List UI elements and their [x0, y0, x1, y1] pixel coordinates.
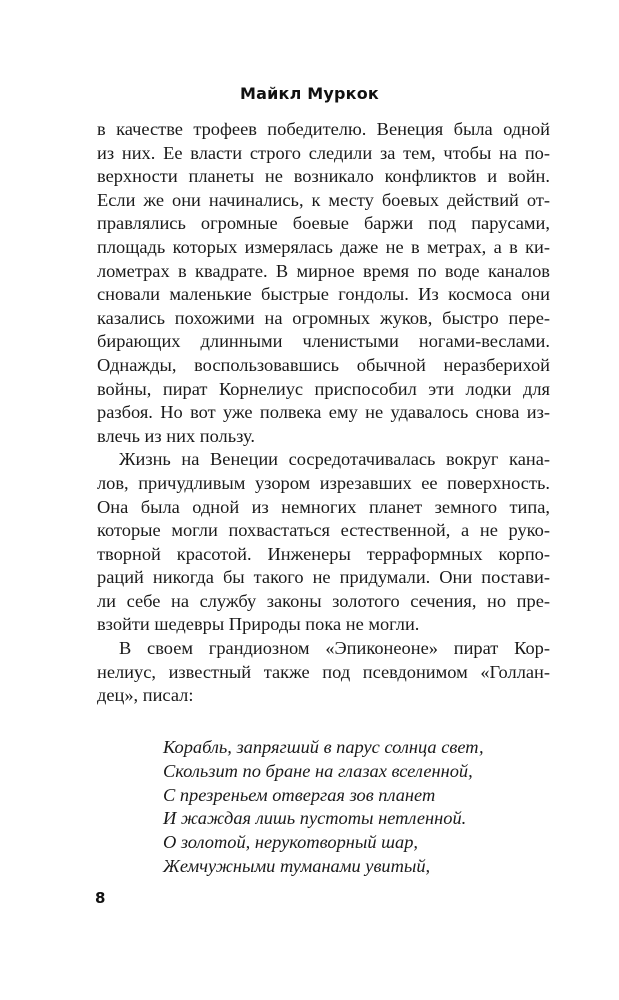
- verse-line: И жаждая лишь пустоты нетленной.: [163, 808, 467, 829]
- text-line: лов, причудливым узором изрезавших ее поверхность.: [97, 472, 550, 493]
- text-line: творной красотой. Инженеры терраформных корпо-: [97, 543, 550, 564]
- running-title: Майкл Муркок: [240, 84, 379, 103]
- text-line: разбоя. Но вот уже полвека ему не удавалось снова из-: [97, 402, 550, 423]
- text-line: сновали маленькие быстрые гондолы. Из космоса они: [97, 284, 550, 305]
- text-line: В своем грандиозном «Эпиконеоне» пират Кор-: [119, 638, 550, 659]
- text-line: верхности планеты не возникало конфликтов и войн.: [97, 166, 550, 187]
- body-text: [97, 118, 550, 708]
- verse-line: С презреньем отвергая зов планет: [163, 784, 436, 805]
- text-line: казались похожими на огромных жуков, быстро пере-: [97, 307, 550, 328]
- text-line: войны, пират Корнелиус приспособил эти лодки для: [97, 378, 550, 399]
- text-line: Однажды, воспользовавшись обычной неразберихой: [97, 354, 550, 375]
- text-line: Если же они начинались, к месту боевых действий от-: [97, 189, 550, 210]
- text-line: которые могли похвастаться естественной, а не руко-: [97, 520, 550, 541]
- verse-line: Скользит по бране на глазах вселенной,: [163, 760, 473, 781]
- text-line: площадь которых измерялась даже не в метрах, а в ки-: [97, 236, 550, 257]
- text-line: нелиус, известный также под псевдонимом «Голлан-: [97, 661, 550, 682]
- text-line: Жизнь на Венеции сосредотачивалась вокруг кана-: [119, 449, 550, 470]
- text-line: влечь из них пользу.: [97, 425, 255, 446]
- text-line: ли себе на службу законы золотого сечения, но пре-: [97, 590, 550, 611]
- verse-block: [163, 736, 484, 879]
- text-line: из них. Ее власти строго следили за тем, чтобы на по-: [97, 142, 550, 163]
- verse-line: Корабль, запрягший в парус солнца свет,: [163, 737, 484, 757]
- verse-line: О золотой, нерукотворный шар,: [163, 832, 419, 853]
- text-line: Она была одной из немногих планет земного типа,: [97, 496, 550, 517]
- text-line: в качестве трофеев победителю. Венеция была одной: [97, 119, 550, 139]
- text-line: взойти шедевры Природы пока не могли.: [97, 614, 420, 635]
- text-line: правлялись огромные боевые баржи под парусами,: [97, 213, 550, 234]
- text-line: бирающих длинными членистыми ногами-веслами.: [97, 331, 550, 352]
- text-line: раций никогда бы такого не придумали. Они постави-: [97, 567, 550, 588]
- text-line: дец», писал:: [97, 685, 194, 706]
- verse-line: Жемчужными туманами увитый,: [163, 855, 431, 876]
- page-number: 8: [95, 889, 106, 907]
- text-line: лометрах в квадрате. В мирное время по воде каналов: [97, 260, 550, 281]
